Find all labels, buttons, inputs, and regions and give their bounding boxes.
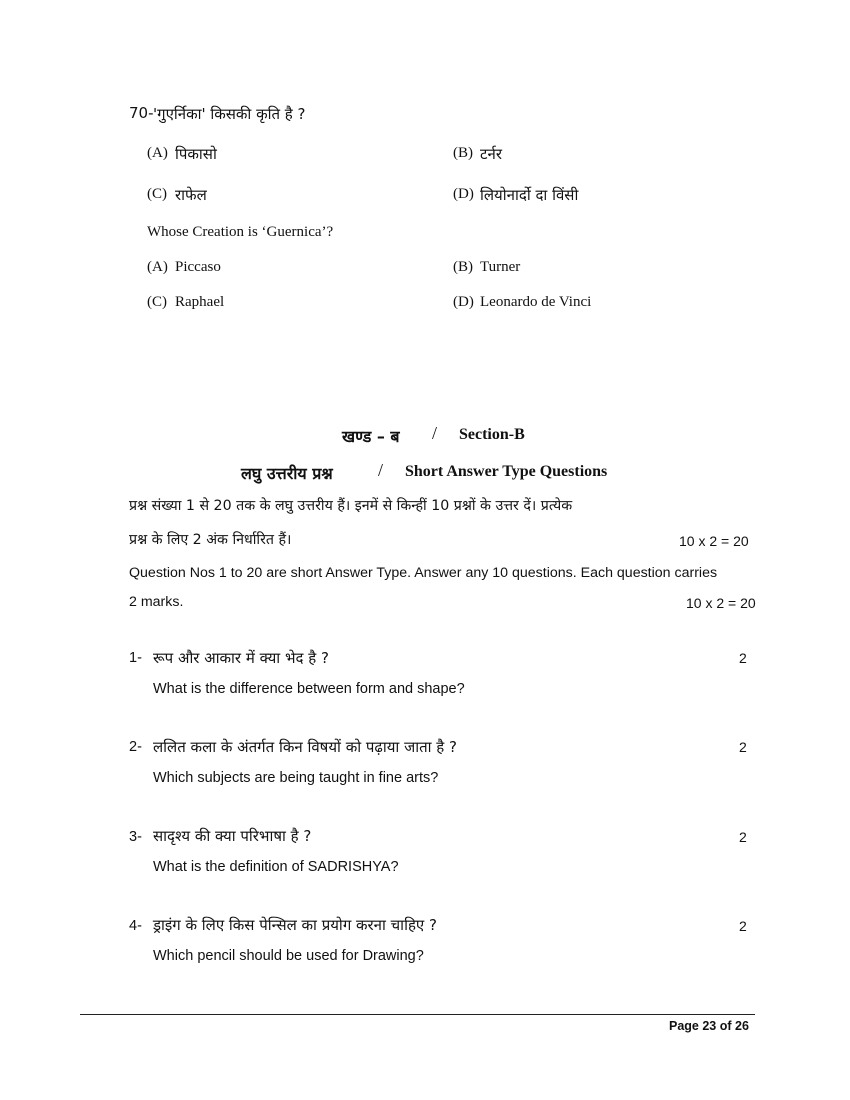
question-marks: 2	[739, 918, 747, 934]
q70-option-b-english: Turner	[480, 259, 521, 275]
question-number: 1-	[129, 650, 142, 666]
section-subtitle-slash: /	[378, 460, 384, 480]
q70-option-b-en-letter: (B)	[453, 259, 473, 275]
question-english: What is the definition of SADRISHYA?	[153, 859, 399, 875]
question-number: 3-	[129, 829, 142, 845]
instructions-english-line2: 2 marks.	[129, 594, 184, 610]
section-title-english: Section-B	[459, 426, 525, 443]
question-marks: 2	[739, 650, 747, 666]
q70-option-d-en-letter: (D)	[453, 294, 474, 310]
instructions-english-line1: Question Nos 1 to 20 are short Answer Type. Answer any 10 questions. Each question carries	[129, 565, 718, 581]
section-title-slash: /	[432, 423, 438, 443]
question-marks: 2	[739, 739, 747, 755]
q70-option-a-en-letter: (A)	[147, 259, 168, 275]
q70-option-a-english: Piccaso	[175, 259, 221, 275]
instructions-hindi-line1: प्रश्न संख्या 1 से 20 तक के लघु उत्तरीय हैं। इनमें से किन्हीं 10 प्रश्नों के उत्तर दें। प्रत्येक	[129, 498, 573, 514]
section-subtitle-english: Short Answer Type Questions	[405, 463, 608, 480]
instructions-marks-english: 10 x 2 = 20	[686, 595, 756, 611]
q70-option-d-letter: (D)	[453, 186, 474, 202]
q70-option-a-letter: (A)	[147, 145, 168, 161]
question-70-english: Whose Creation is ‘Guernica’?	[147, 224, 334, 240]
question-number: 2-	[129, 739, 142, 755]
q70-option-b-hindi: टर्नर	[480, 145, 503, 163]
question-number: 4-	[129, 918, 142, 934]
q70-option-c-en-letter: (C)	[147, 294, 167, 310]
question-70-hindi: 'गुएर्निका' किसकी कृति है ?	[153, 105, 306, 123]
q70-option-c-english: Raphael	[175, 294, 225, 310]
q70-option-c-hindi: राफेल	[175, 186, 207, 204]
q70-option-b-letter: (B)	[453, 145, 473, 161]
footer-divider	[80, 1014, 755, 1015]
question-english: What is the difference between form and shape?	[153, 681, 465, 697]
q70-option-a-hindi: पिकासो	[175, 145, 217, 163]
q70-option-d-hindi: लियोनार्दो दा विंसी	[480, 186, 579, 204]
q70-option-c-letter: (C)	[147, 186, 167, 202]
question-70-number: 70-	[129, 104, 154, 122]
instructions-marks-hindi: 10 x 2 = 20	[679, 533, 749, 549]
question-hindi: ड्राइंग के लिए किस पेन्सिल का प्रयोग करना चाहिए ?	[153, 916, 437, 934]
section-title-hindi: खण्ड – ब	[342, 427, 400, 446]
question-hindi: ललित कला के अंतर्गत किन विषयों को पढ़ाया जाता है ?	[153, 738, 457, 756]
page-number: Page 23 of 26	[669, 1019, 749, 1033]
q70-option-d-english: Leonardo de Vinci	[480, 294, 592, 310]
section-subtitle-hindi: लघु उत्तरीय प्रश्न	[241, 464, 333, 483]
instructions-hindi-line2: प्रश्न के लिए 2 अंक निर्धारित हैं।	[129, 532, 292, 548]
question-english: Which pencil should be used for Drawing?	[153, 948, 424, 964]
question-english: Which subjects are being taught in fine arts?	[153, 770, 439, 786]
question-marks: 2	[739, 829, 747, 845]
question-hindi: सादृश्य की क्या परिभाषा है ?	[153, 827, 312, 845]
question-hindi: रूप और आकार में क्या भेद है ?	[153, 649, 329, 667]
